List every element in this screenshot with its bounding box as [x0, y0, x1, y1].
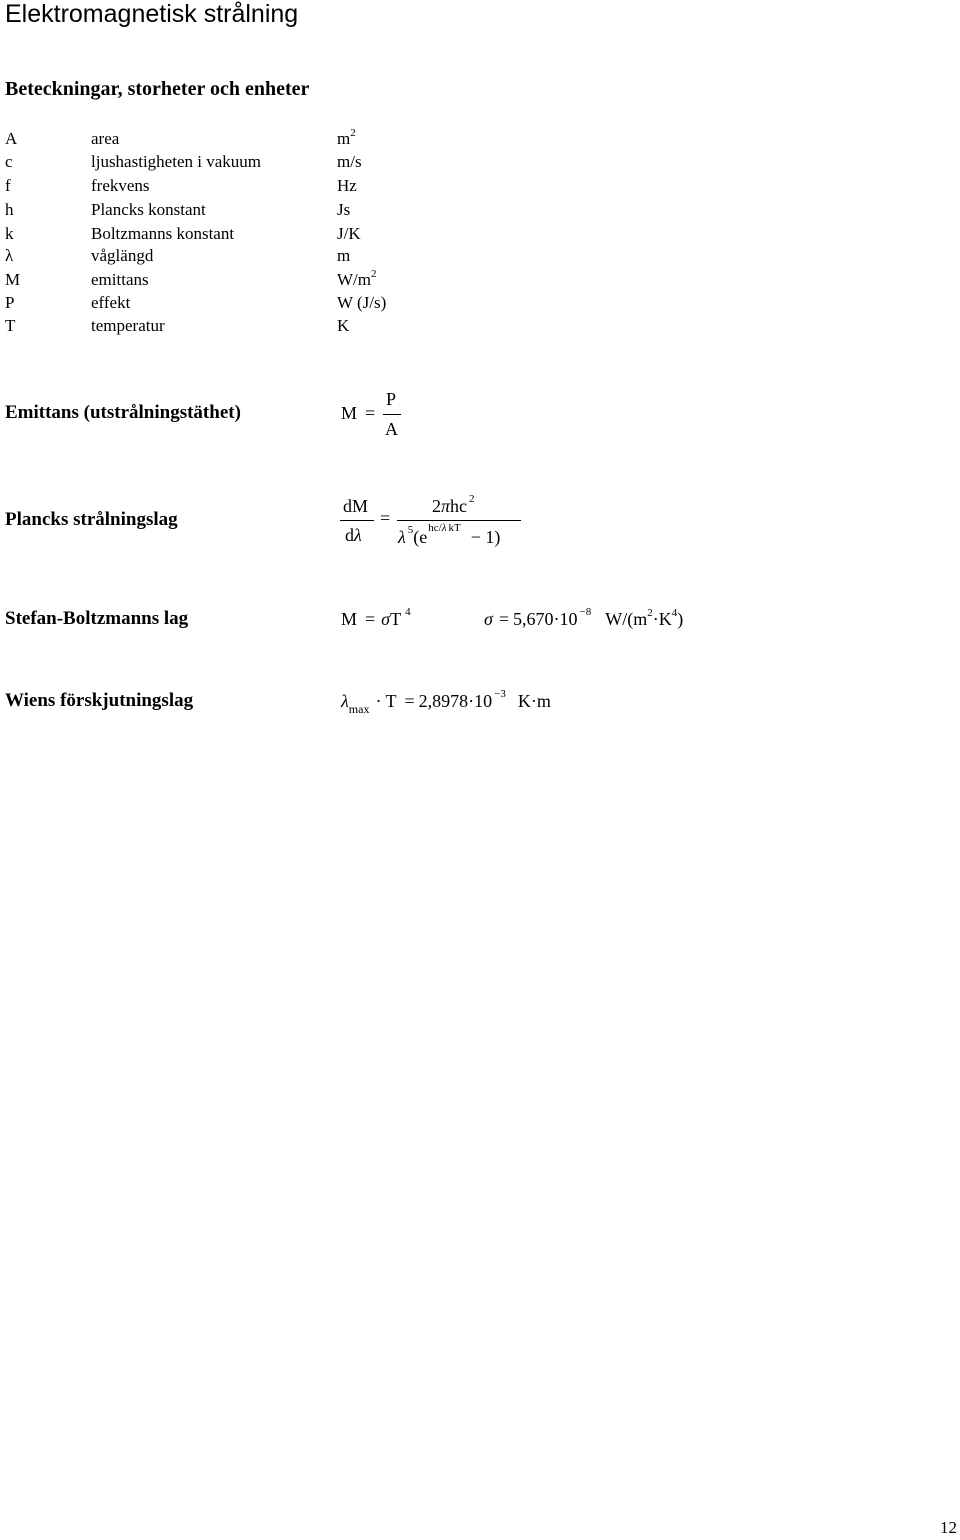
equals-sign: =: [380, 508, 391, 528]
quantity-name: våglängd: [91, 246, 154, 265]
section-heading: Beteckningar, storheter och enheter: [5, 78, 310, 100]
rhs-numerator: 2πhc $^2$: [432, 493, 475, 516]
page-number: 12: [940, 1518, 957, 1537]
quantity-unit: Js: [337, 200, 351, 219]
quantity-symbol: P: [5, 293, 15, 312]
fraction-bar: [340, 520, 374, 521]
quantity-symbol: k: [5, 224, 14, 243]
rhs-denominator: λ $^5(e^{hc/\lambda kT} - 1)$: [398, 522, 501, 547]
quantity-unit: W (J/s): [337, 293, 387, 312]
quantity-name: ljushastigheten i vakuum: [91, 152, 261, 171]
quantity-symbol: T: [5, 316, 16, 335]
quantity-name: Boltzmanns konstant: [91, 224, 235, 243]
equals-sign: =: [365, 403, 376, 423]
stefan-constant: σ = 5,670·10 $^{-8}$ $W/(m^2\cdot K^4)$: [484, 606, 684, 629]
quantity-symbol: f: [5, 176, 11, 195]
quantity-unit: $m^2$: [337, 127, 356, 148]
quantity-symbol: A: [5, 129, 18, 148]
lhs-denominator: dλ: [345, 525, 362, 545]
law-name: Wiens förskjutningslag: [5, 690, 194, 711]
stefan-formula: M = σT $^4$: [341, 606, 411, 629]
law-name: Plancks strålningslag: [5, 509, 178, 530]
exponent: hc/λ kT: [428, 522, 461, 534]
lhs-numerator: dM: [343, 496, 369, 516]
quantity-unit: K: [337, 316, 350, 335]
quantity-symbol: λ: [5, 246, 14, 265]
quantity-name: Plancks konstant: [91, 200, 206, 219]
quantity-unit: J/K: [337, 224, 361, 243]
quantity-name: emittans: [91, 270, 149, 289]
quantity-symbol: c: [5, 152, 13, 171]
quantity-name: area: [91, 129, 120, 148]
law-name: Emittans (utstrålningstäthet): [5, 402, 241, 423]
quantity-name: effekt: [91, 293, 131, 312]
wien-formula: $\lambda_{max} \cdot T = 2,8978\cdot 10$ $^{-3}$ K·m: [341, 688, 551, 716]
fraction-bar: [383, 414, 401, 415]
quantity-unit: m: [337, 246, 351, 265]
page-title: Elektromagnetisk strålning: [5, 0, 299, 28]
quantity-symbol: h: [5, 200, 14, 219]
formula-lhs: M: [341, 403, 358, 423]
quantity-name: frekvens: [91, 176, 150, 195]
quantity-name: temperatur: [91, 316, 165, 335]
quantity-unit: m/s: [337, 152, 362, 171]
law-name: Stefan-Boltzmanns lag: [5, 608, 189, 629]
fraction-denominator: A: [385, 419, 398, 439]
fraction-bar: [397, 520, 521, 521]
quantity-unit: Hz: [337, 176, 357, 195]
quantity-unit: $W/m^2$: [337, 268, 377, 289]
quantity-symbol: M: [5, 270, 21, 289]
fraction-numerator: P: [386, 389, 397, 409]
